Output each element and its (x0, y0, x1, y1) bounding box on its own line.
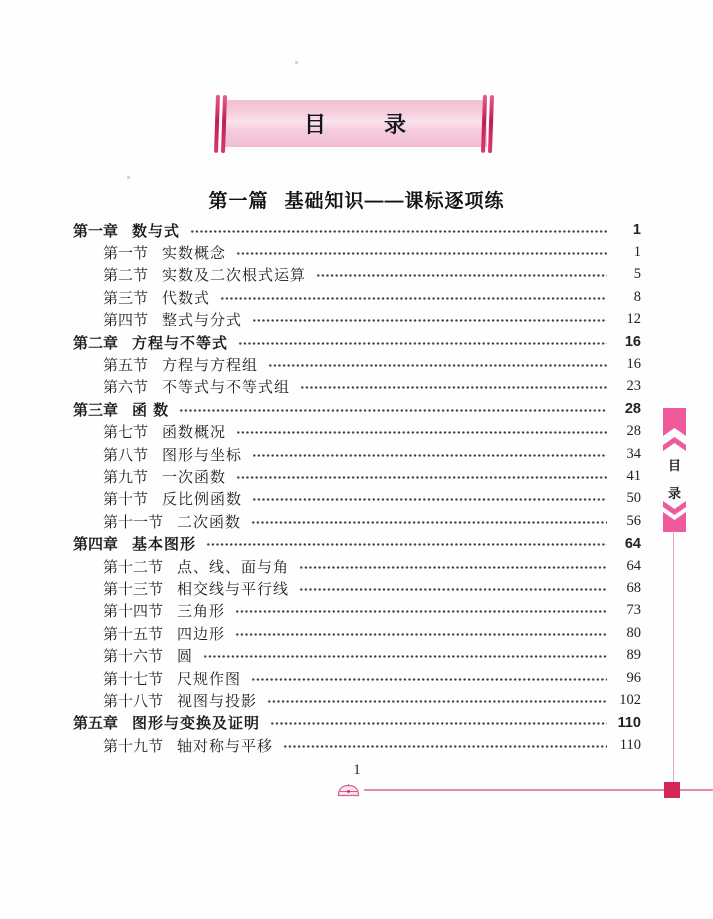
dot-leader (236, 252, 607, 255)
footer-ornament-icon (337, 783, 360, 802)
toc-entry-number: 第六节 (103, 380, 149, 397)
toc-entry-number: 第三章 (73, 401, 119, 419)
dot-leader (203, 655, 607, 658)
margin-rule-vertical (673, 531, 674, 790)
toc-entry-number: 第七节 (103, 425, 149, 442)
dot-leader (251, 521, 607, 524)
dot-leader (235, 610, 607, 613)
tab-char-2: 录 (667, 486, 682, 501)
toc-entry-page: 73 (626, 602, 641, 619)
toc-entry-page: 41 (626, 467, 641, 484)
toc-row (73, 644, 641, 666)
toc-entry-title: 图形与坐标 (162, 447, 243, 464)
toc-row (73, 286, 641, 308)
toc-row (73, 488, 641, 510)
toc-row (73, 689, 641, 711)
toc-entry-number: 第二章 (73, 334, 119, 352)
scroll-end-left-icon (214, 95, 227, 153)
toc-entry-page: 12 (626, 311, 641, 328)
toc-entry-page: 28 (624, 401, 641, 418)
dot-leader (220, 297, 607, 300)
part-title-text: 基础知识——课标逐项练 (284, 191, 505, 212)
banner-title-char: 录 (384, 112, 407, 137)
toc-entry-page: 28 (626, 423, 641, 440)
toc-entry-page: 56 (626, 512, 641, 529)
dot-leader (235, 633, 607, 636)
toc-row (73, 600, 641, 622)
toc-row (73, 353, 641, 375)
toc-entry-page: 1 (632, 222, 641, 239)
toc-row (73, 219, 641, 241)
dot-leader (283, 745, 607, 748)
toc-entry-title: 函数概况 (162, 425, 227, 442)
toc-entry-number: 第一节 (103, 246, 149, 263)
toc-entry-number: 第十六节 (103, 649, 164, 666)
toc-entry-number: 第四章 (73, 536, 119, 554)
toc-entry-number: 第十八节 (103, 693, 164, 710)
toc-row (73, 555, 641, 577)
toc-entry-title: 一次函数 (162, 469, 227, 486)
toc-entry-title: 圆 (177, 649, 194, 666)
toc-entry-number: 第十七节 (103, 671, 164, 688)
dot-leader (238, 342, 607, 345)
banner-ribbon (223, 100, 487, 147)
dot-leader (236, 431, 607, 434)
banner-title-char: 目 (303, 112, 326, 137)
dot-leader (299, 566, 607, 569)
toc-entry-page: 5 (633, 266, 641, 283)
dot-leader (316, 274, 607, 277)
toc-entry-title: 反比例函数 (162, 492, 243, 509)
toc-entry-title: 四边形 (177, 626, 226, 643)
part-title (0, 186, 713, 213)
toc-entry-number: 第八节 (103, 447, 149, 464)
toc-entry-page: 80 (626, 624, 641, 641)
toc-entry-page: 68 (626, 579, 641, 596)
toc-entry-page: 64 (624, 535, 641, 552)
toc-entry-page: 1 (633, 244, 641, 261)
toc-entry-number: 第十二节 (103, 559, 164, 576)
dot-leader (206, 543, 607, 546)
dot-leader (267, 700, 607, 703)
toc-row (73, 398, 641, 420)
toc-entry-number: 第二节 (103, 268, 149, 285)
toc-row (73, 734, 641, 756)
toc-row (73, 309, 641, 331)
toc-entry-number: 第五章 (73, 715, 119, 733)
toc-entry-page: 89 (626, 647, 641, 664)
title-banner (214, 95, 496, 153)
dot-leader (179, 409, 607, 412)
toc-row (73, 712, 641, 734)
toc-entry-number: 第十一节 (103, 514, 164, 531)
toc-entry-title: 实数及二次根式运算 (162, 268, 307, 285)
toc-entry-page: 16 (626, 356, 641, 373)
toc-row (73, 577, 641, 599)
toc-entry-title: 轴对称与平移 (177, 738, 274, 755)
toc-entry-number: 第十节 (103, 492, 149, 509)
dot-leader (190, 230, 607, 233)
toc-row (73, 667, 641, 689)
dot-leader (251, 678, 607, 681)
dot-leader (252, 498, 607, 501)
dot-leader (268, 364, 607, 367)
toc-entry-title: 方程与方程组 (162, 358, 259, 375)
chapter-bookmark-tab (663, 408, 686, 532)
toc-entry-page: 34 (626, 445, 641, 462)
toc-entry-number: 第十三节 (103, 581, 164, 598)
dot-leader (252, 319, 607, 322)
toc-entry-title: 整式与分式 (162, 313, 243, 330)
toc-entry-number: 第四节 (103, 313, 149, 330)
toc-entry-number: 第九节 (103, 469, 149, 486)
toc-entry-page: 16 (624, 334, 641, 351)
toc-entry-page: 64 (626, 557, 641, 574)
scan-speck (127, 176, 130, 179)
footer-rule-horizontal (364, 789, 713, 791)
toc-entry-number: 第十五节 (103, 626, 164, 643)
toc-entry-number: 第一章 (73, 222, 119, 240)
scroll-end-right-icon (481, 95, 494, 153)
toc-row (73, 331, 641, 353)
toc-entry-title: 实数概念 (162, 246, 227, 263)
toc-entry-title: 函 数 (132, 401, 170, 419)
toc-entry-title: 基本图形 (132, 536, 197, 554)
part-title-number: 第一篇 (208, 191, 269, 212)
toc-list (73, 219, 641, 756)
toc-entry-title: 方程与不等式 (132, 334, 229, 352)
page-number: 1 (353, 762, 361, 778)
toc-entry-number: 第三节 (103, 290, 149, 307)
toc-entry-title: 三角形 (177, 604, 226, 621)
toc-row (73, 421, 641, 443)
toc-entry-page: 102 (619, 691, 641, 708)
toc-entry-title: 尺规作图 (177, 671, 242, 688)
toc-row (73, 510, 641, 532)
scan-speck (295, 61, 298, 64)
toc-entry-number: 第五节 (103, 358, 149, 375)
toc-entry-title: 代数式 (162, 290, 211, 307)
toc-entry-page: 8 (633, 288, 641, 305)
toc-row (73, 443, 641, 465)
toc-entry-page: 23 (626, 378, 641, 395)
toc-row (73, 465, 641, 487)
dot-leader (252, 454, 607, 457)
dot-leader (270, 722, 607, 725)
toc-entry-title: 相交线与平行线 (177, 581, 290, 598)
toc-entry-number: 第十四节 (103, 604, 164, 621)
bookmark-ribbon-icon (663, 408, 686, 532)
tab-char-1: 目 (667, 458, 682, 473)
dot-leader (236, 476, 607, 479)
page-edge-marker (664, 782, 680, 798)
toc-row (73, 241, 641, 263)
toc-entry-title: 图形与变换及证明 (132, 715, 261, 733)
toc-entry-number: 第十九节 (103, 738, 164, 755)
toc-row (73, 264, 641, 286)
toc-entry-page: 50 (626, 490, 641, 507)
toc-entry-page: 110 (617, 714, 641, 731)
toc-entry-page: 110 (619, 736, 641, 753)
toc-entry-title: 视图与投影 (177, 693, 258, 710)
toc-row (73, 622, 641, 644)
dot-leader (300, 386, 607, 389)
dot-leader (299, 588, 607, 591)
toc-entry-title: 不等式与不等式组 (162, 380, 291, 397)
toc-row (73, 376, 641, 398)
toc-entry-title: 二次函数 (177, 514, 242, 531)
toc-entry-page: 96 (626, 669, 641, 686)
toc-entry-title: 数与式 (132, 222, 181, 240)
toc-entry-title: 点、线、面与角 (177, 559, 290, 576)
toc-row (73, 532, 641, 554)
